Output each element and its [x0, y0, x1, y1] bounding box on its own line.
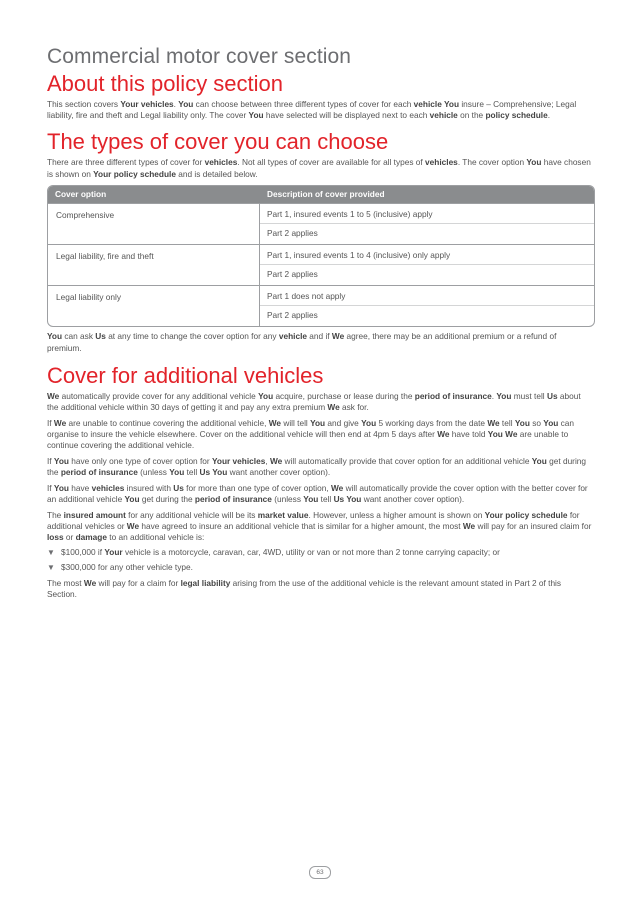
- description-cell: [260, 245, 594, 285]
- section-title: Commercial motor cover section: [47, 45, 352, 68]
- additional-vehicles-paragraph: If You have only one type of cover option for Your vehicles, We will automatically provide that cover option for an additional vehicle You get during the period of insurance (unless You tell Us You want another cover option).: [47, 455, 587, 477]
- page-number: 63: [309, 866, 331, 879]
- table-row: [48, 244, 594, 285]
- change-cover-paragraph: You can ask Us at any time to change the cover option for any vehicle and if We agree, there may be an additional premium or a refund of premium.: [47, 331, 557, 353]
- cover-option-cell: Legal liability, fire and theft: [48, 245, 260, 285]
- description-line: Part 2 applies: [260, 223, 594, 244]
- table-header: [48, 186, 594, 203]
- list-item: ▼ $300,000 for any other vehicle type.: [47, 562, 193, 573]
- table-row: [48, 203, 594, 244]
- triangle-bullet-icon: ▼: [47, 563, 55, 573]
- cover-options-table: [47, 185, 595, 327]
- list-item: ▼ $100,000 if Your vehicle is a motorcycle, caravan, car, 4WD, utility or van or not more than 2 tonne carrying capacity; or: [47, 547, 500, 558]
- description-cell: [260, 286, 594, 326]
- additional-vehicles-body: [47, 391, 593, 543]
- additional-vehicles-paragraph: The insured amount for any additional vehicle will be its market value. However, unless a higher amount is shown on Your policy schedule for additional vehicles or We have agreed to insure an additional vehicle that is similar for a higher amount, the most We will pay for an insured claim for loss or damage to an additional vehicle is:: [47, 509, 592, 542]
- bullet-list: [47, 547, 593, 573]
- types-paragraph: There are three different types of cover for vehicles. Not all types of cover are available for all types of vehicles. The cover option You have chosen is shown on Your policy schedule and is detailed below.: [47, 157, 591, 179]
- triangle-bullet-icon: ▼: [47, 548, 55, 558]
- additional-vehicles-heading: Cover for additional vehicles: [47, 362, 324, 388]
- cover-option-cell: Comprehensive: [48, 204, 260, 244]
- description-line: Part 1 does not apply: [267, 290, 346, 301]
- about-paragraph: This section covers Your vehicles. You can choose between three different types of cover for each vehicle You insure – Comprehensive; Legal liability, fire and theft and Legal liability only. The cover You have selected will be displayed next to each vehicle on the policy schedule.: [47, 99, 577, 121]
- types-heading: The types of cover you can choose: [47, 129, 389, 155]
- cover-option-cell: Legal liability only: [48, 286, 260, 326]
- description-line: Part 1, insured events 1 to 4 (inclusive) only apply: [267, 249, 451, 260]
- table-body: [48, 203, 594, 326]
- description-cell: [260, 204, 594, 244]
- additional-vehicles-paragraph: If We are unable to continue covering the additional vehicle, We will tell You and give You 5 working days from the date We tell You so You can organise to insure the vehicle elsewhere. Cover on the additional vehicle will then end at 4pm 5 days after We have told You We are unable to continue covering the additional vehicle.: [47, 417, 575, 451]
- description-line: Part 2 applies: [260, 264, 594, 285]
- additional-vehicles-paragraph: If You have vehicles insured with Us for more than one type of cover option, We will automatically provide the cover option with the better cover for an additional vehicle You get during the period of insurance (unless You tell Us You want another cover option).: [47, 482, 588, 504]
- header-description: Description of cover provided: [267, 189, 385, 200]
- about-heading: About this policy section: [47, 71, 284, 96]
- table-row: [48, 285, 594, 326]
- description-line: Part 2 applies: [260, 305, 594, 326]
- final-paragraph: The most We will pay for a claim for legal liability arising from the use of the additional vehicle is the relevant amount stated in Part 2 of this Section.: [47, 577, 562, 599]
- document-page: [47, 44, 593, 600]
- description-line: Part 1, insured events 1 to 5 (inclusive) apply: [267, 208, 433, 219]
- additional-vehicles-paragraph: We automatically provide cover for any additional vehicle You acquire, purchase or lease during the period of insurance. You must tell Us about the additional vehicle within 30 days of getting it and pay any extra premium We ask for.: [47, 390, 581, 412]
- header-cover-option: Cover option: [55, 189, 107, 200]
